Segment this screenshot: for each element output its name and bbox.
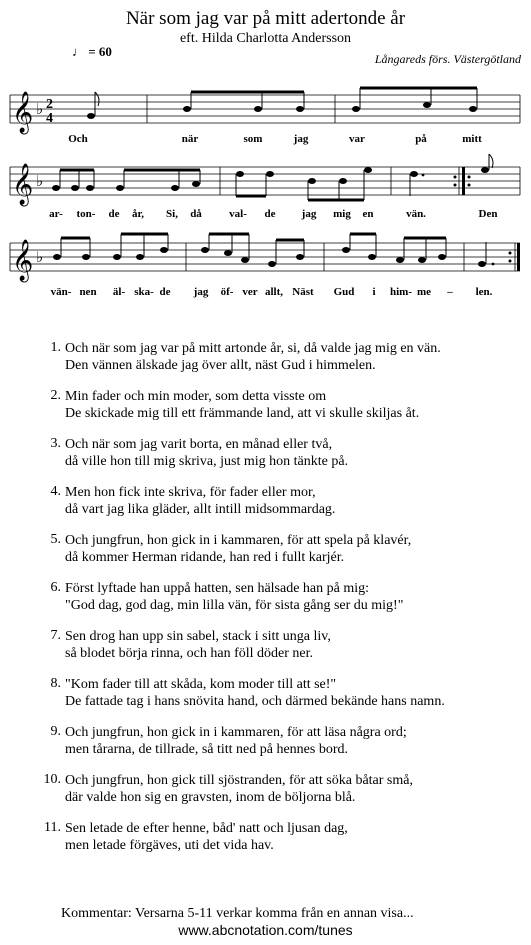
- lyric-syllable: nen: [79, 286, 97, 298]
- lyric-syllable: som: [243, 133, 263, 145]
- verse-number: 4.: [50, 484, 61, 499]
- verse-line: Men hon fick inte skriva, för fader eller mor,: [65, 485, 316, 500]
- time-signature: 2: [46, 97, 53, 112]
- lyric-syllable: i: [372, 286, 376, 298]
- lyric-syllable: len.: [475, 286, 493, 298]
- flat-key-icon: ♭: [36, 174, 44, 190]
- verse-line: De fattade tag i hans snövita hand, och därmed bekände hans namn.: [65, 694, 445, 709]
- comment-text: Kommentar: Versarna 5-11 verkar komma från en annan visa...: [61, 906, 414, 921]
- verse-number: 8.: [50, 676, 61, 691]
- lyric-syllable: allt,: [264, 286, 284, 298]
- verse-item: [34, 580, 514, 614]
- tempo-value: = 60: [88, 44, 112, 59]
- verse-line: Och när som jag var på mitt artonde år, si, då valde jag mig en vän.: [65, 341, 441, 356]
- lyric-syllable: Och: [68, 133, 88, 145]
- lyric-syllable: vän.: [406, 208, 426, 220]
- verse-line: så blodet börja rinna, och han föll döder ner.: [65, 646, 314, 661]
- tempo-marking: [72, 44, 112, 60]
- notes-measure-9: [201, 234, 304, 267]
- verse-number: 10.: [43, 772, 61, 787]
- verse-line: Sen letade de efter henne, båd' natt och ljusan dag,: [65, 821, 348, 836]
- verse-line: Sen drog han upp sin sabel, stack i sitt unga liv,: [65, 629, 331, 644]
- verse-list: [34, 340, 514, 868]
- notes-measure-3: [352, 88, 477, 112]
- verse-item: [34, 628, 514, 662]
- verse-line: "God dag, god dag, min lilla vän, för sista gång ser du mig!": [65, 598, 404, 613]
- treble-clef-icon: 𝄞: [12, 92, 34, 133]
- lyric-syllable: var: [349, 133, 365, 145]
- quarter-note-icon: ♩: [72, 44, 85, 59]
- lyric-syllable: Näst: [292, 286, 314, 298]
- verse-line: Och jungfrun, hon gick till sjöstranden, för att söka båtar små,: [65, 773, 413, 788]
- footer-link[interactable]: www.abcnotation.com/tunes: [178, 922, 353, 938]
- verse-line: Den vännen älskade jag över allt, näst Gud i himmelen.: [65, 358, 376, 373]
- staff-line-1: [0, 80, 531, 140]
- verse-line: "Kom fader till att skåda, kom moder till att se!": [65, 677, 337, 692]
- lyric-syllable: me: [416, 286, 432, 298]
- song-subtitle: eft. Hilda Charlotta Andersson: [179, 31, 352, 46]
- notes-measure-11: [478, 242, 494, 267]
- lyric-syllable: då: [190, 208, 202, 220]
- verse-item: [34, 388, 514, 422]
- treble-clef-icon: 𝄞: [12, 164, 34, 205]
- notes-measure-7: [481, 154, 493, 173]
- lyric-syllable: vän-: [50, 286, 72, 298]
- lyric-syllable: ar-: [49, 208, 63, 220]
- lyric-syllable: jag: [301, 208, 317, 220]
- flat-key-icon: ♭: [36, 102, 44, 118]
- verse-number: 3.: [50, 436, 61, 451]
- lyric-syllable: år,: [131, 208, 145, 220]
- lyric-syllable: jag: [193, 286, 209, 298]
- verse-line: men tårarna, de tillrade, så titt ned på hennes bord.: [65, 742, 349, 757]
- lyric-syllable: –: [447, 286, 453, 298]
- verse-line: Och jungfrun, hon gick in i kammaren, för att läsa några ord;: [65, 725, 407, 740]
- lyric-syllable: ver: [242, 286, 258, 298]
- verse-number: 5.: [50, 532, 61, 547]
- flat-key-icon: ♭: [36, 250, 44, 266]
- lyric-syllable: äl-: [112, 286, 126, 298]
- song-title: När som jag var på mitt adertonde år: [125, 8, 406, 29]
- verse-item: [34, 532, 514, 566]
- notes-measure-10: [342, 234, 446, 263]
- verse-number: 2.: [50, 388, 61, 403]
- verse-number: 11.: [44, 820, 61, 835]
- verse-item: [34, 724, 514, 758]
- verse-item: [34, 772, 514, 806]
- verse-item: [34, 340, 514, 374]
- verse-line: Och när som jag varit borta, en månad eller två,: [65, 437, 333, 452]
- svg-text:4: 4: [46, 111, 53, 126]
- staff-line-3: [0, 228, 531, 288]
- lyric-syllable: när: [181, 133, 199, 145]
- verse-line: då ville hon till mig skriva, just mig hon tänkte på.: [65, 454, 349, 469]
- notes-measure-1: [87, 92, 99, 119]
- lyric-syllable: Si,: [166, 208, 178, 220]
- verse-line: då kommer Herman ridande, han red i fullt karjér.: [65, 550, 345, 565]
- lyric-syllable: de: [108, 208, 120, 220]
- treble-clef-icon: 𝄞: [12, 240, 34, 281]
- notes-measure-8: [53, 234, 168, 260]
- staff-line-2: [0, 152, 531, 212]
- verse-number: 6.: [50, 580, 61, 595]
- lyric-syllable: ton-: [76, 208, 96, 220]
- verse-line: Och jungfrun, hon gick in i kammaren, för att spela på klavér,: [65, 533, 412, 548]
- verse-line: Först lyftade han uppå hatten, sen hälsade han på mig:: [65, 581, 370, 596]
- verse-item: [34, 436, 514, 470]
- song-origin: Långareds förs. Västergötland: [374, 52, 521, 66]
- lyric-syllable: val-: [229, 208, 247, 220]
- verse-number: 1.: [50, 340, 61, 355]
- lyric-syllable: på: [415, 133, 427, 145]
- verse-item: [34, 676, 514, 710]
- lyric-syllable: jag: [293, 133, 309, 145]
- verse-line: men letade förgäves, uti det vida hav.: [65, 838, 274, 853]
- lyric-syllable: mig: [333, 208, 351, 220]
- verse-number: 9.: [50, 724, 61, 739]
- lyric-syllable: mitt: [462, 133, 482, 145]
- lyric-syllable: Gud: [333, 286, 355, 298]
- lyric-syllable: öf-: [220, 286, 234, 298]
- lyric-syllable: de: [159, 286, 171, 298]
- verse-line: Min fader och min moder, som detta visste om: [65, 389, 327, 404]
- verse-line: där valde hon sig en gravsten, inom de böljorna blå.: [65, 790, 356, 805]
- verse-line: De skickade mig till ett främmande land, att vi skulle skiljas åt.: [65, 406, 420, 421]
- verse-item: [34, 484, 514, 518]
- lyric-syllable: Den: [478, 208, 498, 220]
- lyric-syllable: en: [362, 208, 374, 220]
- lyric-syllable: de: [264, 208, 276, 220]
- lyric-syllable: him-: [390, 286, 412, 298]
- verse-line: då vart jag lika gläder, allt intill midsommardag.: [65, 502, 336, 517]
- notes-measure-6: [410, 171, 424, 196]
- verse-item: [34, 820, 514, 854]
- lyric-syllable: ska-: [134, 286, 154, 298]
- verse-number: 7.: [50, 628, 61, 643]
